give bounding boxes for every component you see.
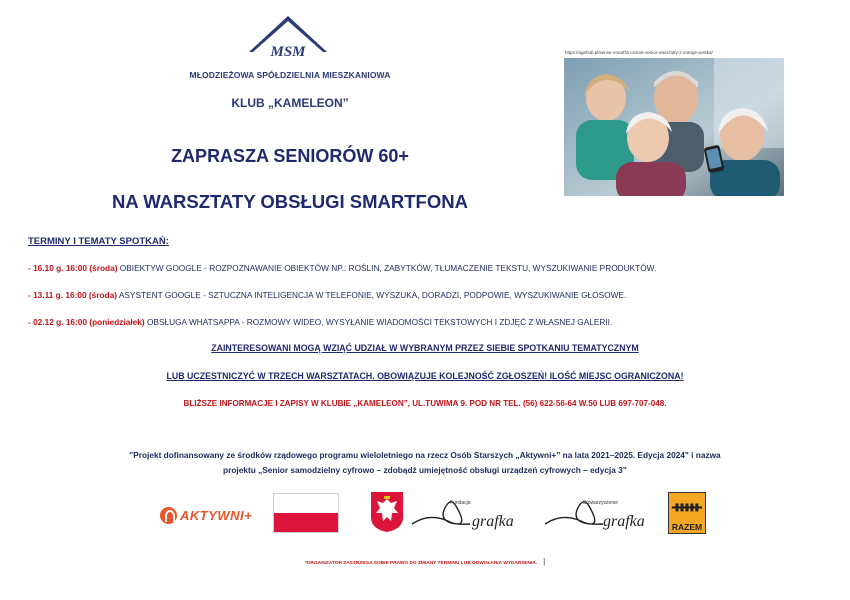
- term-item: [28, 263, 656, 273]
- footer-text: *ORGANIZATOR ZASTRZEGA SOBIE PRAWO DO ZMIANY TERMINU LUB ODWOŁANIA WYDARZENIA.: [304, 561, 538, 566]
- term-topic: OBIEKTYW GOOGLE - ROZPOZNAWANIE OBIEKTÓW NP.: ROŚLIN, ZABYTKÓW, TŁUMACZENIE TEKSTU, WYSZUKIWANIE PRODUKTÓW.: [117, 263, 657, 273]
- term-item: [28, 317, 612, 327]
- partner-logos: [0, 488, 850, 538]
- term-item: [28, 290, 626, 300]
- term-date: - 16.10 g. 16:00 (środa): [28, 263, 118, 273]
- term-date: - 02.12 g. 16:00 (poniedziałek): [28, 317, 145, 327]
- participation-note-1: ZAINTERESOWANI MOGĄ WZIĄĆ UDZIAŁ W WYBRANYM PRZEZ SIEBIE SPOTKANIU TEMATYCZNYM: [211, 343, 639, 353]
- agrafka2-text: grafka: [603, 513, 645, 530]
- aktywni-text: AKTYWNI+: [180, 507, 253, 523]
- footer-separator: |: [543, 557, 546, 566]
- aktywni-icon: [160, 507, 177, 524]
- stowarzyszenie-agrafka-logo: [543, 494, 668, 534]
- aktywni-logo: [160, 504, 252, 526]
- agrafka1-text: grafka: [472, 513, 514, 530]
- contact-info: BLIŻSZE INFORMACJE I ZAPISY W KLUBIE „KAMELEON”, UL.TUWIMA 9. POD NR TEL. (56) 622-56-64 W.50 LUB 697-707-048.: [183, 399, 667, 408]
- invite-title-1: ZAPRASZA SENIORÓW 60+: [171, 146, 409, 166]
- terms-heading: TERMINY I TEMATY SPOTKAŃ:: [28, 236, 169, 247]
- razem-logo: [668, 492, 706, 534]
- term-date: - 13.11 g. 16:00 (środa): [28, 290, 118, 300]
- razem-people-icon: ᚔ: [672, 499, 702, 516]
- org-name: MŁODZIEŻOWA SPÓŁDZIELNIA MIESZKANIOWA: [189, 70, 391, 80]
- seniors-photo: [564, 58, 784, 196]
- fundacja-agrafka-logo: [410, 494, 540, 534]
- msm-logo: [247, 14, 329, 60]
- polish-flag: [273, 493, 339, 533]
- invite-title-2: NA WARSZTATY OBSŁUGI SMARTFONA: [112, 191, 468, 212]
- logo-text: MSM: [270, 44, 306, 60]
- polish-eagle-emblem-icon: [370, 491, 404, 533]
- term-topic: OBSŁUGA WHATSAPPA - ROZMOWY WIDEO, WYSYŁANIE WIADOMOŚCI TEKSTOWYCH I ZDJĘĆ Z WŁASNEJ GALERII.: [144, 317, 613, 327]
- project-funding-line-1: "Projekt dofinansowany ze środków rządowego programu wieloletniego na rzecz Osób Starszych „Aktywni+” na lata 2021–2025. Edycja 2024" i nazwa: [129, 450, 721, 460]
- club-name: KLUB „KAMELEON”: [231, 96, 349, 110]
- agrafka1-small-text: Fundacja: [450, 500, 471, 506]
- participation-note-2: LUB UCZESTNICZYĆ W TRZECH WARSZTATACH. OBOWIĄZUJE KOLEJNOŚĆ ZGŁOSZEŃ! ILOŚĆ MIEJSC OGRANICZONA!: [166, 371, 684, 381]
- agrafka2-small-text: Stowarzyszenie: [583, 500, 619, 506]
- razem-text: RAZEM: [671, 522, 703, 532]
- footer-disclaimer: [0, 557, 850, 566]
- project-funding-line-2: projektu „Senior samodzielny cyfrowo – zdobądź umiejętność obsługi urządzeń cyfrowych – edycja 3”: [223, 465, 627, 475]
- photo-source-url: https://agehub.pl/senior-smartfon-smart-senior-warsztaty-z-orange-polska/: [565, 50, 713, 55]
- term-topic: ASYSTENT GOOGLE - SZTUCZNA INTELIGENCJA W TELEFONIE, WYSZUKA, DORADZI, PODPOWIE, WYSZUKIWANIE GŁOSOWE.: [117, 290, 627, 300]
